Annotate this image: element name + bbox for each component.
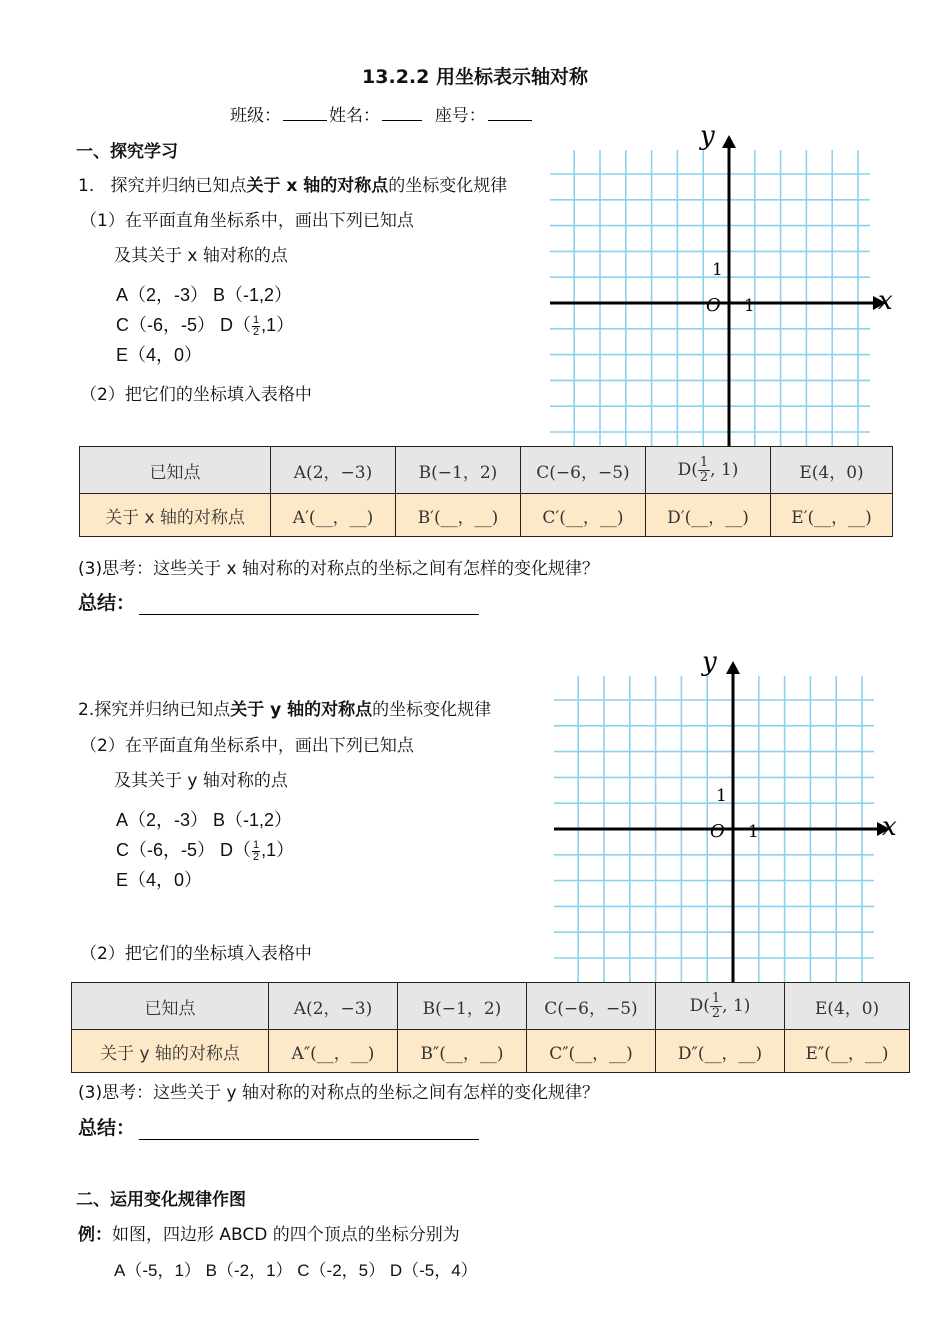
table-cell: C(−6，−5): [521, 447, 646, 494]
y-unit-label: 1: [716, 786, 727, 806]
table-cell: E(4，0): [771, 447, 893, 494]
q2-frac-den: 2: [253, 850, 260, 863]
table-row: [72, 1030, 910, 1073]
d-open: D(: [677, 459, 698, 480]
q2-think: (3)思考：这些关于 y 轴对称的对称点的坐标之间有怎样的变化规律？: [78, 1083, 599, 1103]
y-label: y: [700, 121, 715, 151]
q1-row2-pre: C（-6，-5） D（: [116, 315, 252, 335]
q1-frac-num: 1: [253, 313, 260, 326]
x-label: x: [878, 286, 893, 316]
table-cell-input[interactable]: D′(__，__): [646, 494, 771, 537]
q2-points-row1: A（2，-3） B（-1,2）: [116, 810, 293, 830]
y-axis-arrow: [722, 135, 736, 148]
q1-points-row3: E（4，0）: [116, 345, 203, 365]
x-unit-label: 1: [744, 296, 755, 316]
d-frac-den: 2: [699, 469, 709, 485]
q1-sub1a: （1）在平面直角坐标系中，画出下列已知点: [80, 211, 414, 231]
q1-summary-line[interactable]: [139, 596, 479, 615]
q1-post: 的坐标变化规律: [388, 176, 508, 196]
q2-summary-label: 总结：: [78, 1117, 136, 1139]
q2-sub2: （2）把它们的坐标填入表格中: [80, 944, 312, 964]
q2-row2-post: ,1）: [261, 840, 295, 860]
table-cell: A(2，−3): [271, 447, 396, 494]
y-unit-label: 1: [712, 260, 723, 280]
table-cell: C(−6，−5): [527, 983, 656, 1030]
x-unit-label: 1: [748, 822, 759, 842]
q2-sub1b: 及其关于 y 轴对称的点: [114, 771, 288, 791]
d-close: , 1): [710, 459, 739, 480]
table-cell: E(4，0): [785, 983, 910, 1030]
section2-heading: 二、运用变化规律作图: [76, 1190, 246, 1210]
page-title: 13.2.2 用坐标表示轴对称: [362, 66, 588, 88]
q1-sub2: （2）把它们的坐标填入表格中: [80, 385, 312, 405]
q1-fraction: [252, 315, 260, 338]
table-cell-input[interactable]: E′(__，__): [771, 494, 893, 537]
q1-points: [116, 280, 294, 370]
point-table-1: [79, 446, 893, 537]
name-blank[interactable]: [382, 106, 422, 121]
d-frac-den: 2: [711, 1005, 721, 1021]
q2-sub1a: （2）在平面直角坐标系中，画出下列已知点: [80, 736, 414, 756]
table-cell-d: [656, 983, 785, 1030]
q1-prompt: [78, 171, 507, 196]
example-label: 例：: [78, 1225, 112, 1245]
table-cell-input[interactable]: E″(__，__): [785, 1030, 910, 1073]
q2-pre: 2.探究并归纳已知点: [78, 700, 231, 720]
y-axis-arrow: [726, 661, 740, 674]
d-fraction: [698, 456, 710, 485]
q1-frac-den: 2: [253, 325, 260, 338]
table-cell-input[interactable]: A′(__，__): [271, 494, 396, 537]
origin-label: O: [710, 821, 725, 842]
q1-think: (3)思考：这些关于 x 轴对称的对称点的坐标之间有怎样的变化规律？: [78, 559, 599, 579]
d-open: D(: [689, 995, 710, 1016]
origin-label: O: [706, 295, 721, 316]
table-cell-input[interactable]: A″(__，__): [269, 1030, 398, 1073]
q1-summary-label: 总结：: [78, 592, 136, 614]
d-fraction: [710, 992, 722, 1021]
q1-points-row2: [116, 310, 294, 340]
table-cell: 已知点: [80, 447, 271, 494]
section1-heading: 一、探究学习: [76, 142, 178, 162]
d-close: , 1): [722, 995, 751, 1016]
table-cell-input[interactable]: C′(__，__): [521, 494, 646, 537]
seat-label: 座号：: [434, 106, 486, 126]
table-cell: 关于 x 轴的对称点: [80, 494, 271, 537]
q2-fraction: [252, 840, 260, 863]
table-cell-input[interactable]: D″(__，__): [656, 1030, 785, 1073]
example-text: [78, 1220, 460, 1245]
table-row: [80, 447, 893, 494]
point-table-2: [71, 982, 910, 1073]
table-cell: A(2，−3): [269, 983, 398, 1030]
q2-post: 的坐标变化规律: [372, 700, 492, 720]
q1-summary: [78, 588, 479, 615]
table-cell-input[interactable]: B′(__，__): [396, 494, 521, 537]
q2-summary: [78, 1113, 479, 1140]
q2-prompt: [78, 695, 491, 720]
q1-points-row1: A（2，-3） B（-1,2）: [116, 285, 293, 305]
q2-points-row2: [116, 835, 294, 865]
q2-points-row3: E（4，0）: [116, 870, 203, 890]
coordinate-grid-1[interactable]: [548, 120, 898, 448]
table-cell: 关于 y 轴的对称点: [72, 1030, 269, 1073]
q1-pre: 探究并归纳已知点: [110, 176, 247, 196]
q1-sub1b: 及其关于 x 轴对称的点: [114, 246, 288, 266]
x-label: x: [882, 812, 897, 842]
table-cell: B(−1，2): [396, 447, 521, 494]
table-row: [72, 983, 910, 1030]
q2-bold: 关于 y 轴的对称点: [230, 700, 373, 720]
table-cell-input[interactable]: C″(__，__): [527, 1030, 656, 1073]
coordinate-grid-2[interactable]: [552, 646, 904, 986]
class-blank[interactable]: [283, 106, 327, 121]
name-label: 姓名：: [329, 106, 380, 126]
d-frac-num: 1: [711, 990, 721, 1006]
q1-number: 1.: [78, 176, 95, 196]
table-cell-d: [646, 447, 771, 494]
y-label: y: [702, 647, 717, 677]
student-info: [230, 101, 534, 126]
example-coords: A（-5，1） B（-2，1） C（-2，5） D（-5，4）: [114, 1261, 478, 1280]
table-cell: B(−1，2): [398, 983, 527, 1030]
q2-points: [116, 805, 294, 895]
example-body: 如图，四边形 ABCD 的四个顶点的坐标分别为: [112, 1225, 460, 1245]
table-cell: 已知点: [72, 983, 269, 1030]
table-cell-input[interactable]: B″(__，__): [398, 1030, 527, 1073]
q2-row2-pre: C（-6，-5） D（: [116, 840, 252, 860]
seat-blank[interactable]: [488, 106, 532, 121]
q1-bold: 关于 x 轴的对称点: [246, 176, 389, 196]
class-label: 班级：: [230, 106, 281, 126]
d-frac-num: 1: [699, 454, 709, 470]
q2-summary-line[interactable]: [139, 1121, 479, 1140]
q2-frac-num: 1: [253, 838, 260, 851]
table-row: [80, 494, 893, 537]
q1-row2-post: ,1）: [261, 315, 295, 335]
